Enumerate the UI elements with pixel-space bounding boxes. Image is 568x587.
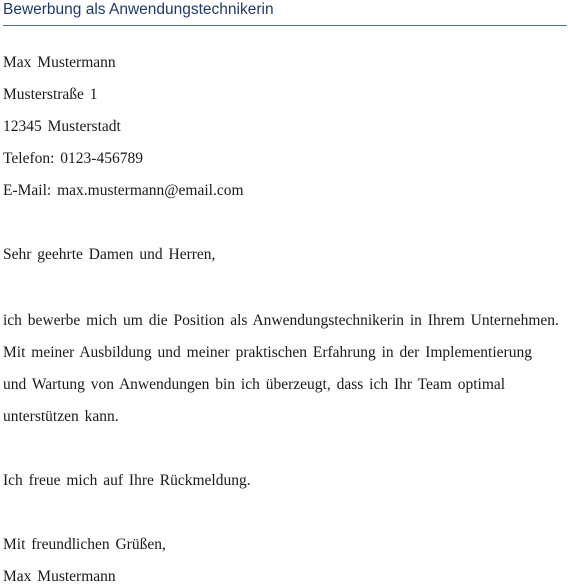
sender-name: Max Mustermann	[3, 54, 116, 71]
sender-street: Musterstraße 1	[3, 86, 98, 103]
title-divider	[3, 25, 567, 26]
sender-email: E-Mail: max.mustermann@email.com	[3, 182, 244, 199]
signature-name: Max Mustermann	[3, 568, 116, 585]
body-line: und Wartung von Anwendungen bin ich überzeugt, dass ich Ihr Team optimal	[3, 376, 506, 393]
salutation: Sehr geehrte Damen und Herren,	[3, 246, 216, 263]
sender-city: 12345 Musterstadt	[3, 118, 121, 135]
closing-paragraph: Ich freue mich auf Ihre Rückmeldung.	[3, 472, 251, 489]
closing-greeting: Mit freundlichen Grüßen,	[3, 536, 166, 553]
body-line: unterstützen kann.	[3, 408, 119, 425]
body-line: ich bewerbe mich um die Position als Anwendungstechnikerin in Ihrem Unternehmen.	[3, 312, 559, 329]
document-title: Bewerbung als Anwendungstechnikerin	[3, 1, 274, 18]
sender-phone: Telefon: 0123-456789	[3, 150, 143, 167]
body-line: Mit meiner Ausbildung und meiner praktischen Erfahrung in der Implementierung	[3, 344, 532, 361]
